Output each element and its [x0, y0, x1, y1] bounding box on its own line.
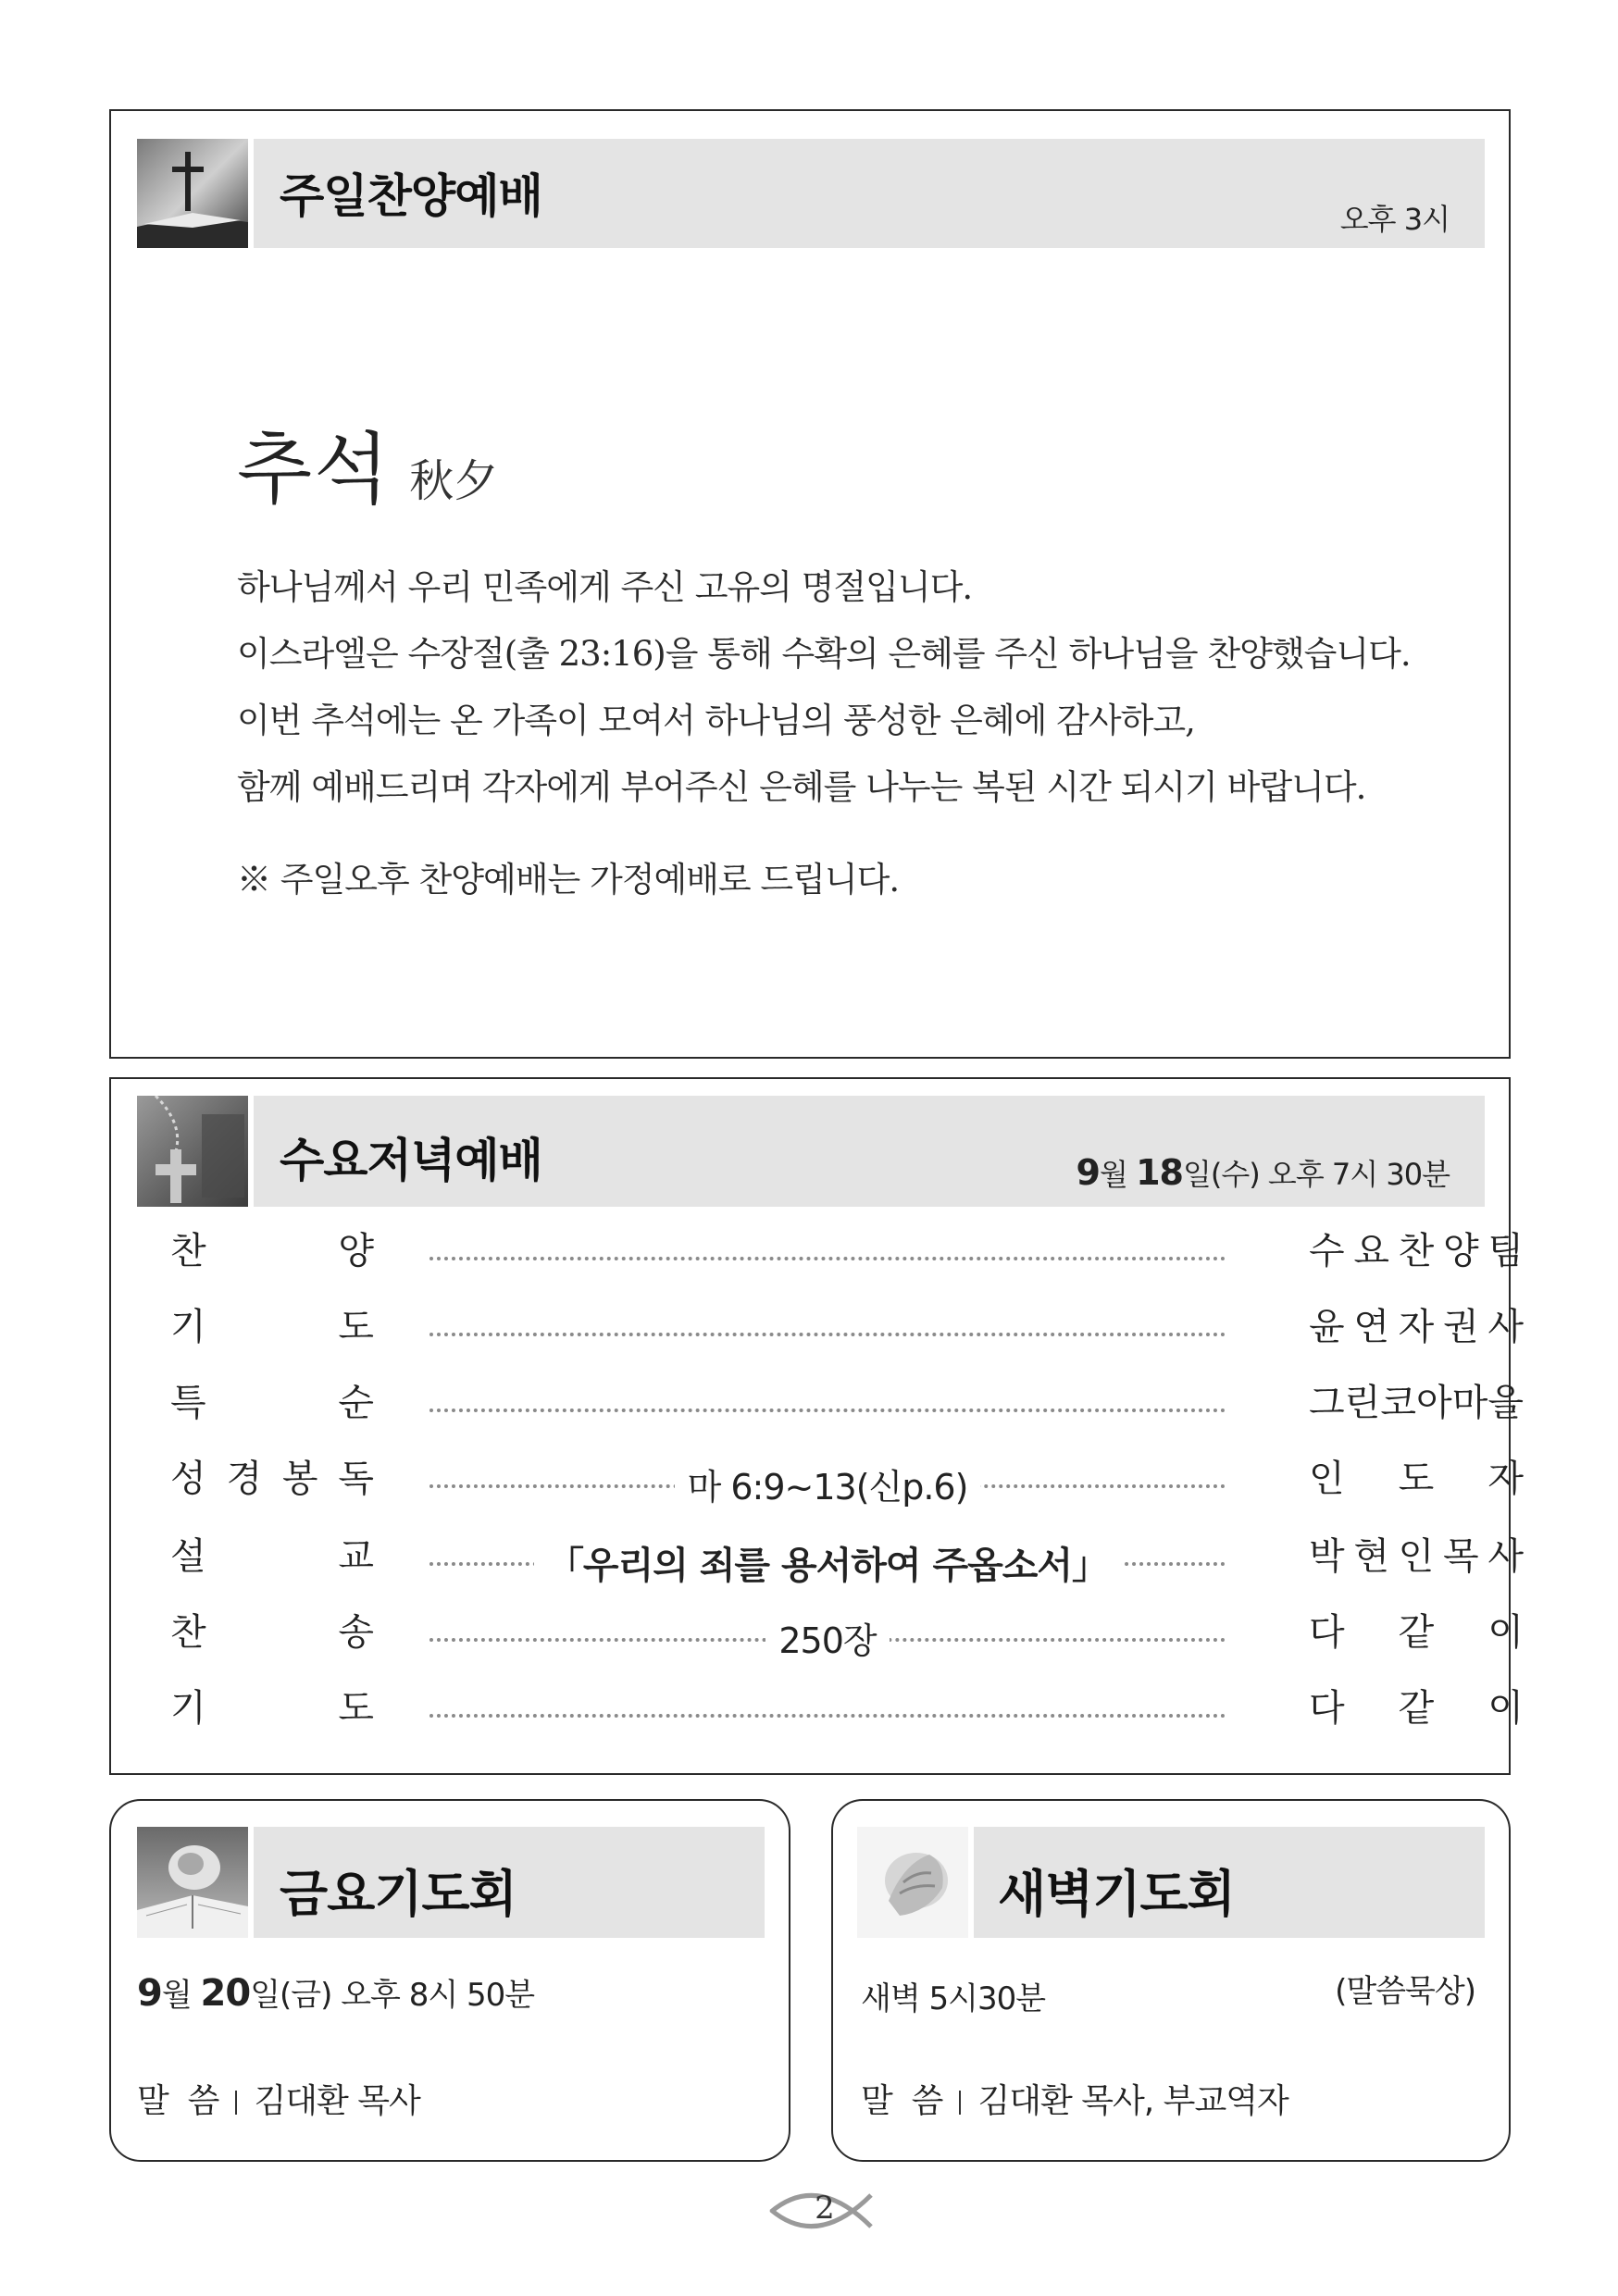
person-char: 박	[1309, 1535, 1345, 1578]
page-number-fish-emblem	[762, 2178, 891, 2243]
order-row	[170, 1527, 1524, 1592]
person-char: 다	[1309, 1611, 1345, 1654]
dawn-prayer-box	[831, 1799, 1511, 2162]
dawn-speaker-line	[861, 2075, 1288, 2122]
praying-hands-bible-photo	[137, 1827, 248, 1938]
person-char: 도	[1398, 1458, 1435, 1500]
dawn-note: (말씀묵상)	[1335, 1973, 1475, 2010]
paragraph-line: 하나님께서 우리 민족에게 주신 고유의 명절입니다.	[237, 567, 973, 607]
page-number: 2	[815, 2190, 835, 2227]
person-char: 같	[1398, 1687, 1435, 1730]
person-char: 양	[1442, 1230, 1479, 1272]
label-char: 독	[338, 1458, 374, 1500]
friday-month: 9	[137, 1972, 162, 2015]
label-char: 순	[338, 1382, 374, 1424]
order-item-person	[1309, 1449, 1524, 1502]
person-char: 현	[1353, 1535, 1389, 1578]
label-char: 찬	[170, 1230, 206, 1272]
order-item-detail-wrap	[429, 1612, 1226, 1663]
label-char: 성	[170, 1458, 206, 1500]
dotted-leader	[429, 1409, 1226, 1412]
person-char: 권	[1442, 1306, 1479, 1348]
wednesday-title: 수요저녁예배	[280, 1134, 542, 1187]
friday-speaker: 김대환 목사	[254, 2082, 420, 2120]
person-char: 연	[1353, 1306, 1389, 1348]
order-row	[170, 1449, 1524, 1514]
friday-speaker-line	[137, 2075, 420, 2122]
order-item-person	[1309, 1373, 1524, 1426]
person-char: 인	[1398, 1535, 1435, 1578]
dawn-speaker-label: 말 씀	[861, 2082, 943, 2120]
person-char: 이	[1487, 1687, 1524, 1730]
sunday-note: ※ 주일오후 찬양예배는 가정예배로 드립니다.	[237, 860, 900, 900]
separator	[235, 2091, 237, 2115]
order-row	[170, 1603, 1524, 1668]
order-item-person	[1309, 1297, 1524, 1350]
friday-prayer-box	[109, 1799, 790, 2162]
dawn-time: 새벽 5시30분	[861, 1980, 1046, 2017]
label-char: 기	[170, 1306, 206, 1348]
order-row	[170, 1679, 1524, 1744]
person-char: 같	[1398, 1611, 1435, 1654]
person-char: 아	[1416, 1382, 1452, 1424]
label-char: 교	[338, 1535, 374, 1578]
friday-month-unit: 월	[161, 1977, 192, 2014]
friday-speaker-label: 말 씀	[137, 2082, 219, 2120]
chuseok-heading	[237, 407, 498, 519]
label-char: 봉	[281, 1458, 318, 1500]
dotted-leader	[429, 1714, 1226, 1718]
paragraph-line: 이번 추석에는 온 가족이 모여서 하나님의 풍성한 은혜에 감사하고,	[237, 701, 1195, 740]
order-item-person	[1309, 1527, 1524, 1580]
label-char: 송	[338, 1611, 374, 1654]
label-char: 경	[226, 1458, 263, 1500]
wednesday-date-rest: 일(수) 오후 7시 30분	[1182, 1157, 1450, 1192]
friday-date-rest: 일(금) 오후 8시 50분	[250, 1977, 535, 2014]
label-char: 특	[170, 1382, 206, 1424]
label-char: 찬	[170, 1611, 206, 1654]
friday-day: 20	[200, 1972, 251, 2015]
person-char: 을	[1487, 1382, 1524, 1424]
person-char: 팀	[1487, 1230, 1524, 1272]
wednesday-day: 18	[1136, 1152, 1183, 1193]
order-item-detail-wrap	[429, 1458, 1226, 1509]
order-item-label	[170, 1449, 374, 1502]
paragraph-line: 이스라엘은 수장절(출 23:16)을 통해 수확의 은혜를 주신 하나님을 찬양했습니다.	[237, 634, 1411, 674]
label-char: 설	[170, 1535, 206, 1578]
sunday-service-box	[109, 109, 1511, 1059]
order-item-person	[1309, 1679, 1524, 1731]
person-char: 코	[1380, 1382, 1416, 1424]
order-item-detail: 250장	[765, 1620, 889, 1661]
order-item-label	[170, 1297, 374, 1350]
dotted-leader	[429, 1257, 1226, 1260]
order-row	[170, 1297, 1524, 1362]
person-char: 찬	[1398, 1230, 1435, 1272]
person-char: 자	[1487, 1458, 1524, 1500]
order-row	[170, 1373, 1524, 1438]
chuseok-title: 추석	[237, 424, 392, 515]
wednesday-datetime	[1077, 1151, 1450, 1194]
order-item-person	[1309, 1603, 1524, 1656]
friday-datetime	[137, 1969, 534, 2015]
separator	[959, 2091, 961, 2115]
order-item-label	[170, 1679, 374, 1731]
wednesday-service-box	[109, 1077, 1524, 1775]
chuseok-hanja: 秋夕	[409, 455, 499, 507]
person-char: 요	[1353, 1230, 1389, 1272]
order-item-detail: 마 6:9~13(신p.6)	[675, 1467, 981, 1508]
person-char: 윤	[1309, 1306, 1345, 1348]
dotted-leader	[429, 1333, 1226, 1336]
sunday-title: 주일찬양예배	[280, 169, 542, 223]
person-char: 인	[1309, 1458, 1345, 1500]
friday-title: 금요기도회	[280, 1865, 517, 1923]
person-char: 그	[1309, 1382, 1345, 1424]
order-item-label	[170, 1527, 374, 1580]
order-item-label	[170, 1603, 374, 1656]
praying-hands-photo	[857, 1827, 968, 1938]
order-item-detail-wrap	[429, 1536, 1226, 1589]
person-char: 이	[1487, 1611, 1524, 1654]
order-item-person	[1309, 1222, 1524, 1274]
person-char: 린	[1344, 1382, 1381, 1424]
order-item-label	[170, 1222, 374, 1274]
person-char: 수	[1309, 1230, 1345, 1272]
label-char: 기	[170, 1687, 206, 1730]
order-row	[170, 1222, 1524, 1286]
person-char: 사	[1487, 1306, 1524, 1348]
wednesday-month-unit: 월	[1099, 1157, 1127, 1192]
paragraph-line: 함께 예배드리며 각자에게 부어주신 은혜를 나누는 복된 시간 되시기 바랍니다.	[237, 767, 1366, 807]
rosary-cross-photo	[137, 1096, 248, 1207]
person-char: 사	[1487, 1535, 1524, 1578]
label-char: 도	[338, 1687, 374, 1730]
label-char: 양	[338, 1230, 374, 1272]
cross-bible-photo	[137, 139, 248, 248]
order-item-detail: 「우리의 죄를 용서하여 주옵소서」	[534, 1545, 1121, 1587]
sunday-time: 오후 3시	[1339, 202, 1450, 237]
dawn-speaker: 김대환 목사, 부교역자	[977, 2082, 1288, 2120]
wednesday-month: 9	[1076, 1152, 1100, 1193]
dawn-title: 새벽기도회	[998, 1865, 1235, 1923]
person-char: 자	[1398, 1306, 1435, 1348]
person-char: 다	[1309, 1687, 1345, 1730]
person-char: 마	[1451, 1382, 1488, 1424]
person-char: 목	[1442, 1535, 1479, 1578]
label-char: 도	[338, 1306, 374, 1348]
order-item-label	[170, 1373, 374, 1426]
